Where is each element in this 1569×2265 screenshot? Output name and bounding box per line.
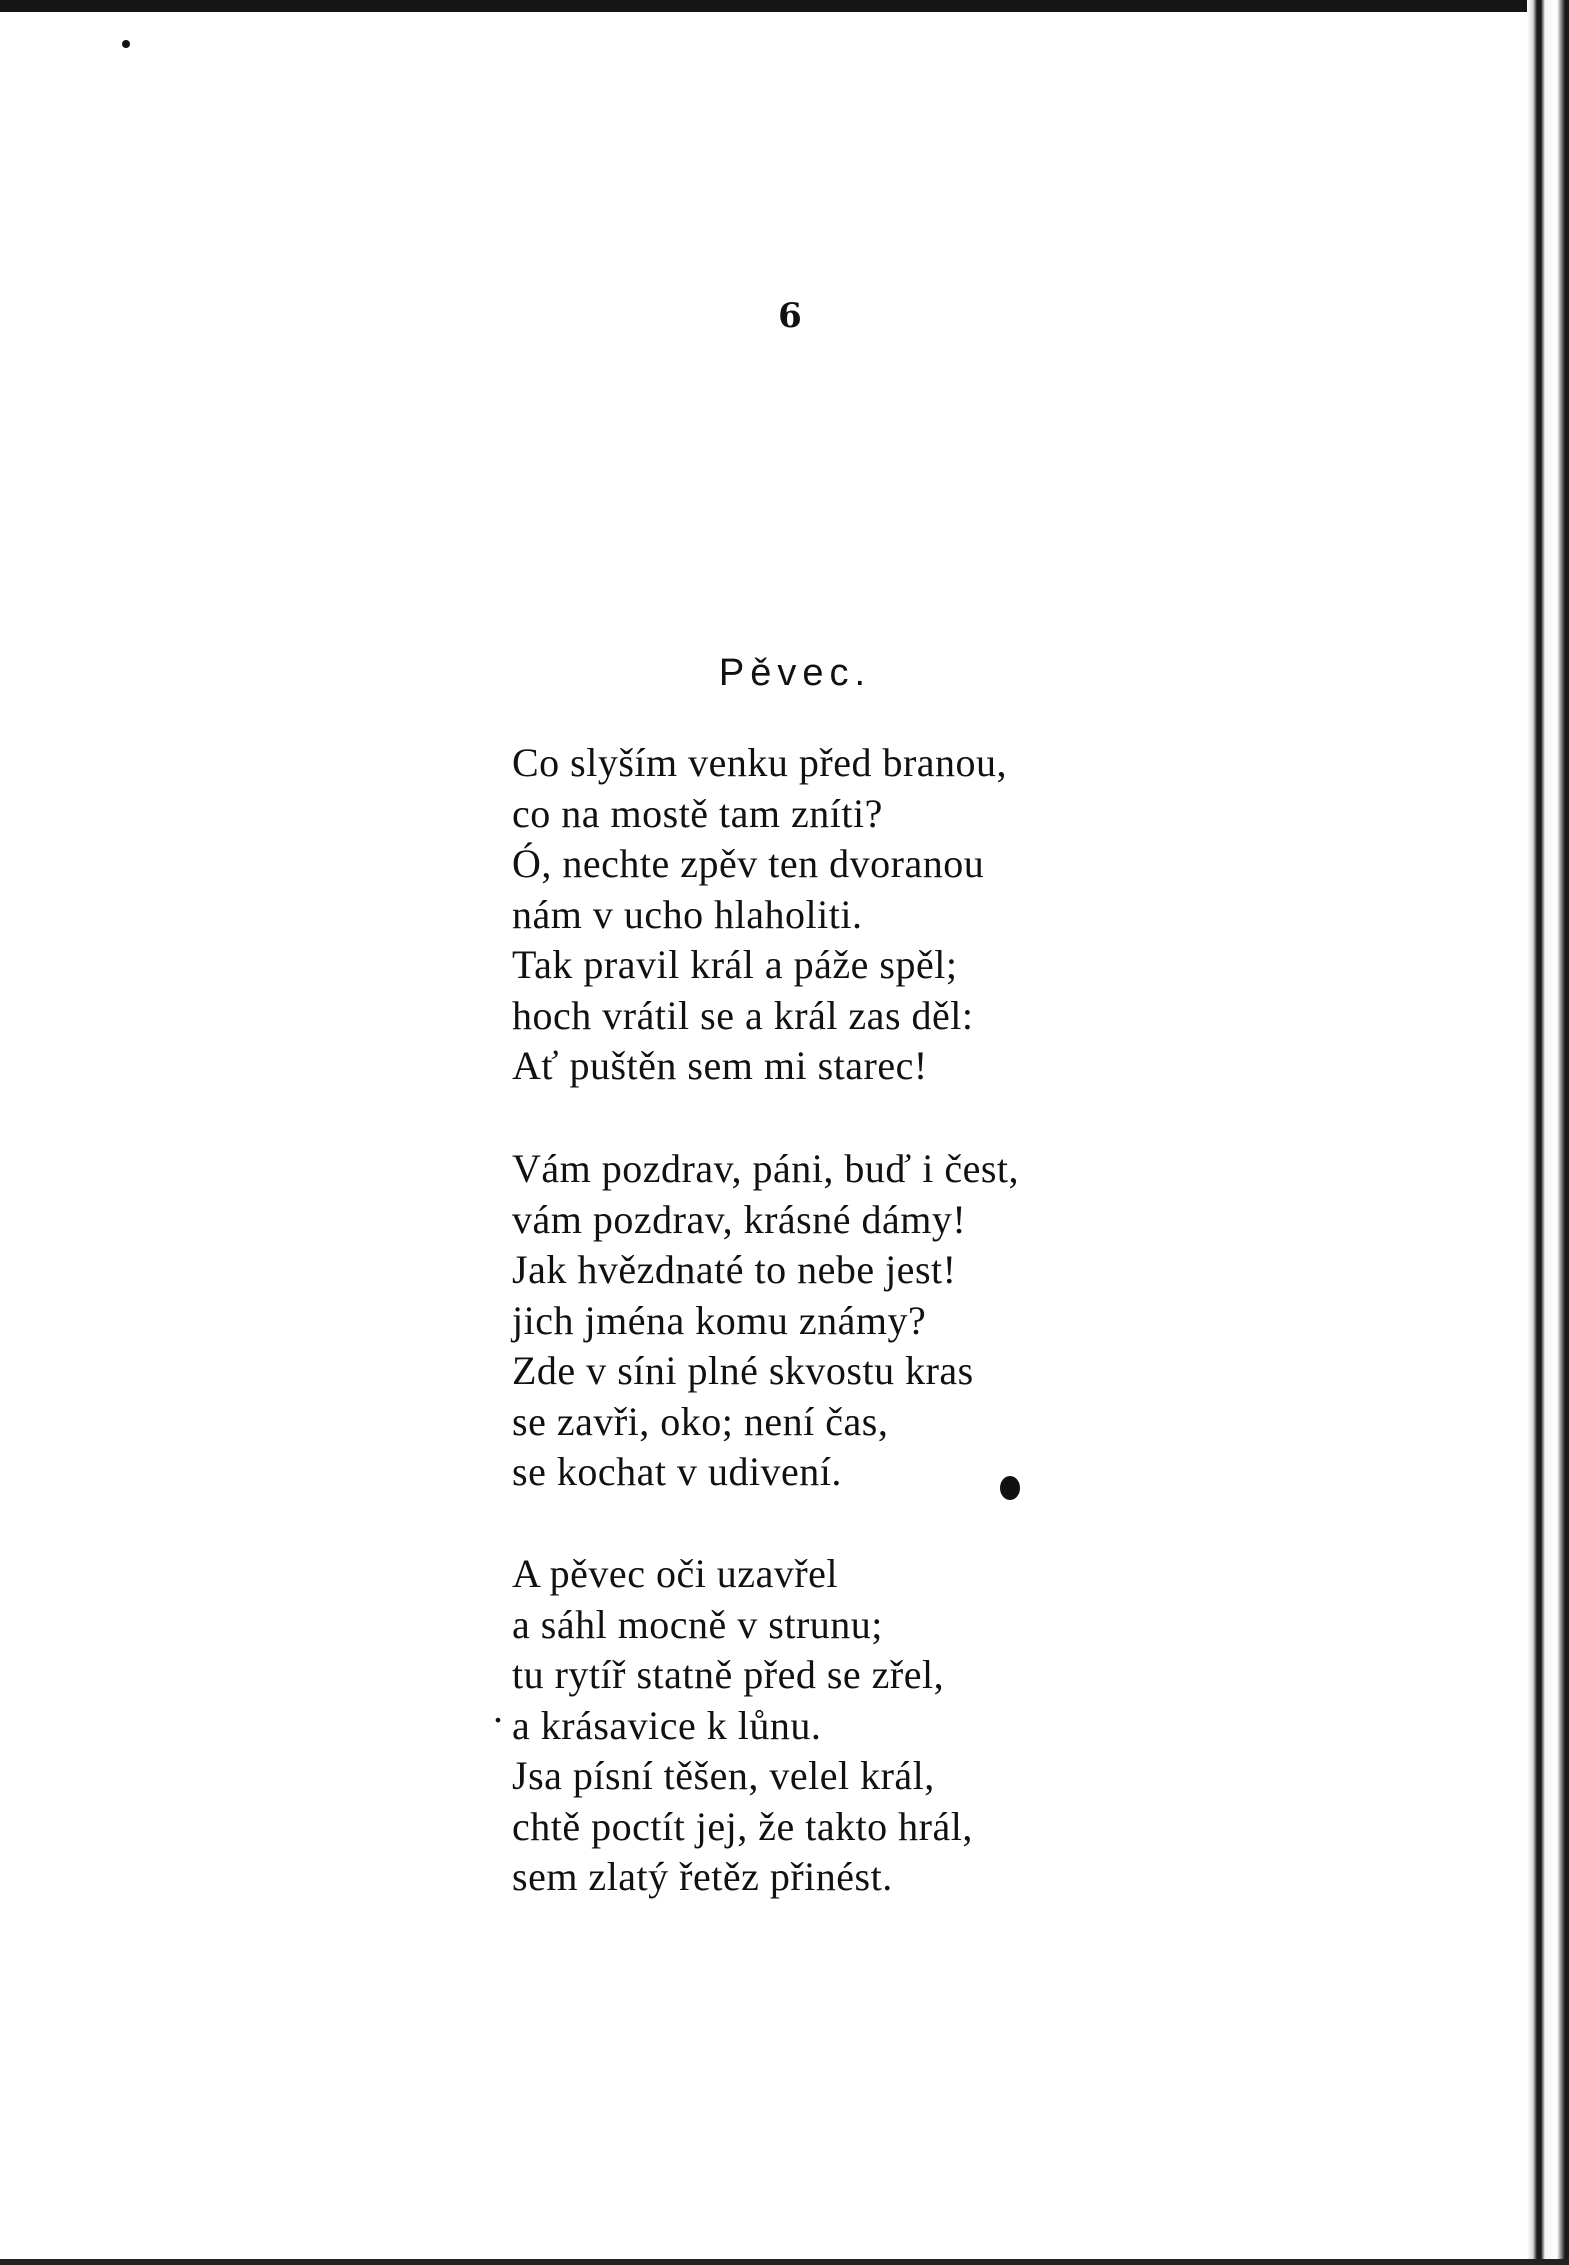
verse-line: nám v ucho hlaholiti. — [512, 891, 863, 937]
verse-line: se zavři, oko; není čas, — [512, 1398, 889, 1444]
scan-edge-top — [0, 0, 1569, 12]
poem-title: Pěvec. — [718, 652, 872, 694]
verse-line: Co slyším venku před branou, — [512, 740, 1008, 785]
verse-line: vám pozdrav, krásné dámy! — [512, 1196, 967, 1242]
verse-line: Jak hvězdnaté to nebe jest! — [512, 1247, 957, 1292]
verse-line: hoch vrátil se a král zas děl: — [512, 992, 974, 1038]
verse-line: co na mostě tam zníti? — [512, 790, 883, 836]
ink-speck — [122, 40, 130, 48]
scan-edge-right — [1527, 0, 1569, 2265]
verse-line: se kochat v udivení. — [512, 1449, 842, 1494]
stanza — [512, 1144, 1019, 1498]
verse-line: Tak pravil král a páže spěl; — [512, 942, 958, 987]
verse-line: sem zlatý řetěz přinést. — [512, 1854, 893, 1899]
stray-mark: . — [493, 1686, 503, 1731]
verse-line: Ó, nechte zpěv ten dvoranou — [512, 841, 985, 886]
verse-line: Zde v síni plné skvostu kras — [512, 1348, 974, 1393]
page-number: 6 — [778, 296, 802, 336]
scan-edge-bottom — [0, 2259, 1569, 2265]
verse-line: jich jména komu známy? — [512, 1297, 927, 1343]
stanza — [512, 1549, 973, 1903]
verse-line: Vám pozdrav, páni, buď i čest, — [512, 1146, 1020, 1191]
verse-line: A pěvec oči uzavřel — [512, 1551, 839, 1596]
verse-line: Jsa písní těšen, velel král, — [512, 1753, 935, 1798]
verse-line: Ať puštěn sem mi starec! — [512, 1043, 928, 1088]
verse-line: chtě poctít jej, že takto hrál, — [512, 1803, 973, 1849]
verse-line: a krásavice k lůnu. — [512, 1702, 822, 1748]
verse-line: tu rytíř statně před se zřel, — [512, 1652, 945, 1697]
stanza — [512, 738, 1007, 1092]
verse-line: a sáhl mocně v strunu; — [512, 1601, 883, 1647]
